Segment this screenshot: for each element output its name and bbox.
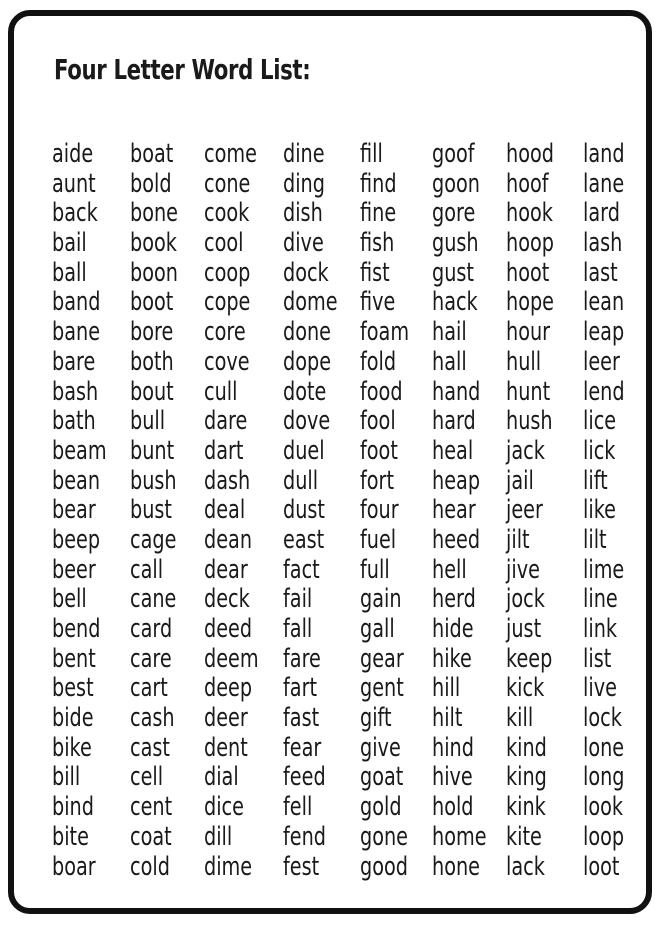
word-item: full <box>360 554 390 585</box>
word-item: dope <box>283 346 332 377</box>
word-item: heap <box>432 465 481 496</box>
word-item: deal <box>204 495 246 526</box>
word-item: beep <box>52 524 101 555</box>
word-item: coop <box>204 257 251 288</box>
word-item: hill <box>432 673 461 704</box>
word-item: done <box>283 317 332 348</box>
word-item: give <box>360 732 401 763</box>
word-item: hind <box>432 732 474 763</box>
word-grid <box>52 140 642 900</box>
word-item: bush <box>130 465 177 496</box>
word-item: fest <box>283 851 320 882</box>
word-item: bite <box>52 821 89 852</box>
word-item: dime <box>204 851 253 882</box>
word-item: herd <box>432 584 476 615</box>
word-column-8 <box>583 140 639 882</box>
word-item: dine <box>283 139 325 169</box>
word-item: kick <box>506 673 545 704</box>
word-item: lime <box>583 554 625 585</box>
word-column-6 <box>432 140 506 882</box>
word-item: fort <box>360 465 395 496</box>
word-item: heal <box>432 435 474 466</box>
word-item: cook <box>204 198 250 229</box>
word-item: fish <box>360 228 395 259</box>
word-item: fool <box>360 406 396 437</box>
word-item: fast <box>283 703 320 734</box>
word-item: good <box>360 851 408 882</box>
word-item: hear <box>432 495 476 526</box>
word-item: fart <box>283 673 318 704</box>
word-item: beam <box>52 435 107 466</box>
word-item: deer <box>204 703 248 734</box>
word-item: aunt <box>52 168 96 199</box>
word-item: dent <box>204 732 248 763</box>
word-item: hunt <box>506 376 551 407</box>
word-item: hide <box>432 614 474 644</box>
word-item: lend <box>583 376 625 407</box>
word-item: bell <box>52 584 87 615</box>
word-item: best <box>52 673 94 704</box>
word-item: hail <box>432 317 467 348</box>
word-item: core <box>204 317 246 348</box>
word-item: cool <box>204 228 244 259</box>
word-item: dock <box>283 257 329 288</box>
word-item: card <box>130 614 173 644</box>
word-item: cage <box>130 524 177 555</box>
word-item: hoot <box>506 257 550 288</box>
word-item: hood <box>506 139 554 169</box>
word-item: boar <box>52 851 96 882</box>
word-item: gift <box>360 703 392 734</box>
word-item: kind <box>506 732 547 763</box>
word-item: bail <box>52 228 87 259</box>
word-item: dice <box>204 792 244 823</box>
word-item: dome <box>283 287 338 318</box>
word-item: dill <box>204 821 233 852</box>
word-item: aide <box>52 139 94 169</box>
word-item: cull <box>204 376 238 407</box>
word-item: land <box>583 139 625 169</box>
word-item: hilt <box>432 703 463 734</box>
word-item: just <box>506 614 542 644</box>
word-item: fact <box>283 554 320 585</box>
word-item: gear <box>360 643 404 674</box>
word-item: bold <box>130 168 172 199</box>
word-item: fuel <box>360 524 397 555</box>
word-item: deck <box>204 584 250 615</box>
word-item: link <box>583 614 618 644</box>
word-item: last <box>583 257 618 288</box>
word-item: boot <box>130 287 174 318</box>
word-item: fell <box>283 792 313 823</box>
word-item: cell <box>130 762 164 793</box>
word-column-7 <box>506 140 571 882</box>
word-item: cove <box>204 346 250 377</box>
word-item: fill <box>360 139 383 169</box>
word-item: lane <box>583 168 625 199</box>
word-item: cash <box>130 703 175 734</box>
word-list-card <box>8 10 652 914</box>
word-item: bike <box>52 732 92 763</box>
word-column-1 <box>52 140 126 882</box>
word-item: cold <box>130 851 170 882</box>
word-item: jive <box>506 554 540 585</box>
word-item: east <box>283 524 325 555</box>
word-item: jack <box>506 435 545 466</box>
word-item: bean <box>52 465 101 496</box>
word-item: bent <box>52 643 96 674</box>
word-item: gore <box>432 198 476 229</box>
word-item: fear <box>283 732 322 763</box>
word-item: deem <box>204 643 259 674</box>
word-item: bend <box>52 614 101 644</box>
word-item: beer <box>52 554 96 585</box>
page-title: Four Letter Word List: <box>54 53 311 86</box>
word-item: hack <box>432 287 478 318</box>
word-item: dare <box>204 406 248 437</box>
word-item: bull <box>130 406 166 437</box>
word-item: boon <box>130 257 178 288</box>
word-item: loop <box>583 821 625 852</box>
word-item: fail <box>283 584 313 615</box>
word-item: fist <box>360 257 390 288</box>
word-item: fine <box>360 198 397 229</box>
word-item: back <box>52 198 98 229</box>
word-item: gold <box>360 792 402 823</box>
word-item: fare <box>283 643 321 674</box>
word-item: hoof <box>506 168 549 199</box>
word-item: bind <box>52 792 94 823</box>
word-item: jock <box>506 584 545 615</box>
word-item: cope <box>204 287 251 318</box>
word-item: band <box>52 287 101 318</box>
word-item: hull <box>506 346 542 377</box>
word-item: bunt <box>130 435 175 466</box>
word-item: gain <box>360 584 402 615</box>
word-item: lice <box>583 406 617 437</box>
word-item: care <box>130 643 172 674</box>
word-item: dish <box>283 198 323 229</box>
word-item: boat <box>130 139 174 169</box>
word-item: list <box>583 643 612 674</box>
word-item: goof <box>432 139 475 169</box>
word-item: keep <box>506 643 553 674</box>
word-item: hour <box>506 317 551 348</box>
word-item: leap <box>583 317 625 348</box>
word-item: dove <box>283 406 331 437</box>
word-item: bore <box>130 317 174 348</box>
word-item: hive <box>432 762 473 793</box>
word-item: hard <box>432 406 476 437</box>
word-item: jilt <box>506 524 530 555</box>
word-item: bear <box>52 495 96 526</box>
word-item: jail <box>506 465 534 496</box>
word-item: jeer <box>506 495 543 526</box>
word-item: lick <box>583 435 616 466</box>
word-item: dear <box>204 554 248 585</box>
word-item: gust <box>432 257 474 288</box>
word-item: line <box>583 584 618 615</box>
word-item: four <box>360 495 399 526</box>
word-item: hand <box>432 376 481 407</box>
word-item: gent <box>360 673 404 704</box>
word-item: food <box>360 376 403 407</box>
word-item: lock <box>583 703 622 734</box>
word-item: hush <box>506 406 553 437</box>
word-item: dean <box>204 524 253 555</box>
word-item: dart <box>204 435 244 466</box>
word-item: lash <box>583 228 623 259</box>
word-item: fold <box>360 346 397 377</box>
word-item: dote <box>283 376 327 407</box>
word-item: dust <box>283 495 325 526</box>
word-item: bill <box>52 762 81 793</box>
word-item: hoop <box>506 228 554 259</box>
word-item: hell <box>432 554 467 585</box>
word-item: gone <box>360 821 409 852</box>
word-item: cane <box>130 584 177 615</box>
word-item: cent <box>130 792 173 823</box>
word-item: hook <box>506 198 553 229</box>
word-item: bash <box>52 376 99 407</box>
word-item: foot <box>360 435 398 466</box>
word-item: long <box>583 762 625 793</box>
word-column-5 <box>360 140 426 882</box>
word-item: lilt <box>583 524 607 555</box>
word-item: goon <box>432 168 480 199</box>
word-item: hone <box>432 851 481 882</box>
word-item: bide <box>52 703 94 734</box>
word-item: dial <box>204 762 239 793</box>
word-item: duel <box>283 435 325 466</box>
word-item: live <box>583 673 617 704</box>
word-item: kill <box>506 703 534 734</box>
word-item: kite <box>506 821 542 852</box>
word-item: find <box>360 168 397 199</box>
word-item: both <box>130 346 174 377</box>
word-item: kink <box>506 792 546 823</box>
word-item: deed <box>204 614 253 644</box>
word-item: coat <box>130 821 172 852</box>
word-item: bout <box>130 376 174 407</box>
word-item: hall <box>432 346 467 377</box>
word-item: lard <box>583 198 620 229</box>
word-item: feed <box>283 762 326 793</box>
word-item: heed <box>432 524 481 555</box>
word-item: ding <box>283 168 325 199</box>
word-item: gush <box>432 228 479 259</box>
word-item: home <box>432 821 487 852</box>
word-item: bust <box>130 495 172 526</box>
word-item: cone <box>204 168 251 199</box>
word-item: ball <box>52 257 87 288</box>
word-item: look <box>583 792 624 823</box>
word-item: hold <box>432 792 474 823</box>
word-item: bath <box>52 406 96 437</box>
word-item: goat <box>360 762 404 793</box>
word-item: call <box>130 554 164 585</box>
word-item: bane <box>52 317 101 348</box>
word-item: lone <box>583 732 625 763</box>
word-column-4 <box>283 140 357 882</box>
word-item: dive <box>283 228 324 259</box>
word-column-2 <box>130 140 195 882</box>
word-item: dash <box>204 465 251 496</box>
word-item: hike <box>432 643 472 674</box>
word-item: lift <box>583 465 608 496</box>
word-item: bare <box>52 346 96 377</box>
word-item: lean <box>583 287 625 318</box>
word-item: king <box>506 762 547 793</box>
word-item: fend <box>283 821 327 852</box>
word-item: five <box>360 287 396 318</box>
word-item: gall <box>360 614 395 644</box>
word-item: hope <box>506 287 555 318</box>
word-item: cast <box>130 732 170 763</box>
word-item: cart <box>130 673 168 704</box>
word-item: loot <box>583 851 620 882</box>
word-item: like <box>583 495 616 526</box>
word-item: fall <box>283 614 313 644</box>
word-item: deep <box>204 673 253 704</box>
word-item: leer <box>583 346 620 377</box>
word-item: bone <box>130 198 179 229</box>
word-item: come <box>204 139 257 169</box>
word-item: foam <box>360 317 410 348</box>
word-item: dull <box>283 465 319 496</box>
word-item: lack <box>506 851 545 882</box>
word-item: book <box>130 228 177 259</box>
word-column-3 <box>204 140 278 882</box>
